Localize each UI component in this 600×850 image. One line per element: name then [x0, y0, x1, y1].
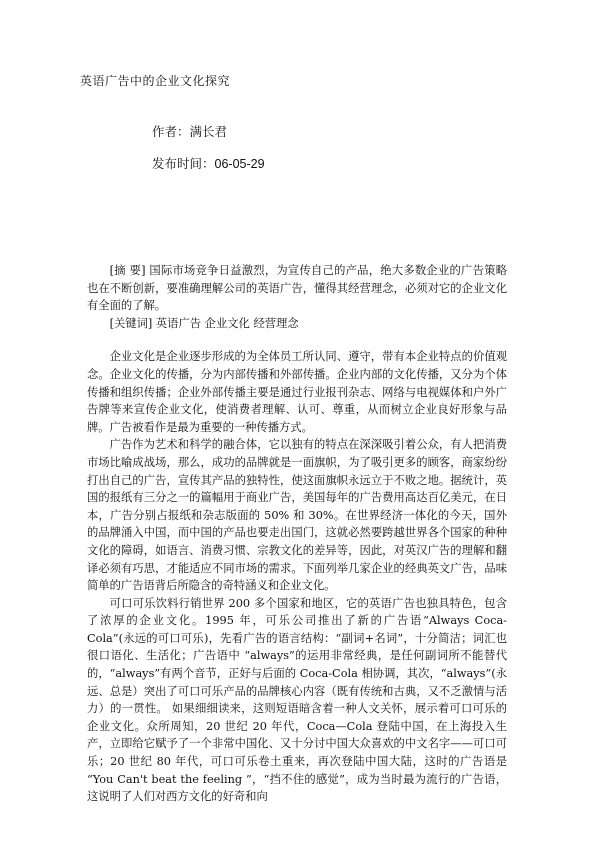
keywords: [关键词] 英语广告 企业文化 经营理念 [109, 316, 299, 330]
abstract: [摘 要] 国际市场竞争日益激烈，为宣传自己的产品，绝大多数企业的广告策略也在不断创新，要准确理解公司的英语广告，懂得其经营理念，必须对它的企业文化有全面的了解。 [87, 264, 507, 313]
body-paragraph: 可口可乐饮料行销世界 200 多个国家和地区，它的英语广告也独具特色，包含了浓厚的企业文化。1995 年，可乐公司推出了新的广告语“Always Coca-Cola”(永远的可口可乐)，先看广告的语言结构：“副词+名词”，十分简洁；词汇也很口语化、生活化；广告语中 “always”的运用非常经典，是任何副词所不能替代的，“always”有两个音节，正好与后面的 Coca-Cola 相协调，其次，“always”(永远、总是）突出了可口可乐产品的品牌核心内容（既有传统和古典，又不乏激情与活力）的一贯性。 如果细细读来，这则短语暗含着一种人文关怀，展示着可口可乐的企业文化。众所周知，20 世纪 20 年代，Coca—Cola 登陆中国，在上海投入生产，立即给它赋予了一个非常中国化、又十分讨中国大众喜欢的中文名字——可口可乐；20 世纪 80 年代，可口可乐卷土重来，再次登陆中国大陆，这时的广告语是 “You Can't beat the feeling ”，“挡不住的感觉”，成为当时最为流行的广告语，这说明了人们对西方文化的好奇和向 [87, 596, 507, 804]
document-title: 英语广告中的企业文化探究 [80, 74, 231, 88]
body-paragraph: 广告作为艺术和科学的融合体，它以独有的特点在深深吸引着公众，有人把消费市场比喻成战场，那么，成功的品牌就是一面旗帜，为了吸引更多的顾客，商家纷纷打出自己的广告，宣传其产品的独特性，使这面旗帜永远立于不败之地。据统计，英国的报纸有三分之一的篇幅用于商业广告，美国每年的广告费用高达百亿美元，在日本，广告分别占报纸和杂志版面的 50% 和 30%。在世界经济一体化的今天，国外的品牌涌入中国，而中国的产品也要走出国门，这就必然要跨越世界各个国家的种种文化的障碍，如语言、消费习惯、宗教文化的差异等，因此，对英汉广告的理解和翻译必须有巧思，才能适应不同市场的需求。下面列举几家企业的经典英文广告，品味简单的广告语背后所隐含的奇特涵义和企业文化。 [87, 438, 507, 593]
author-line: 作者：满长君 [152, 124, 228, 139]
article-body [87, 262, 507, 806]
body-paragraph: 企业文化是企业逐步形成的为全体员工所认同、遵守，带有本企业特点的价值观念。企业文化的传播，分为内部传播和外部传播。企业内部的文化传播，又分为个体传播和组织传播；企业外部传播主要是通过行业报刊杂志、网络与电视媒体和户外广告牌等来宣传企业文化，使消费者理解、认可、尊重，从而树立企业良好形象与品牌。广告被看作是最为重要的一种传播方式。 [87, 350, 507, 434]
publish-date: 发布时间：06-05-29 [152, 157, 265, 171]
